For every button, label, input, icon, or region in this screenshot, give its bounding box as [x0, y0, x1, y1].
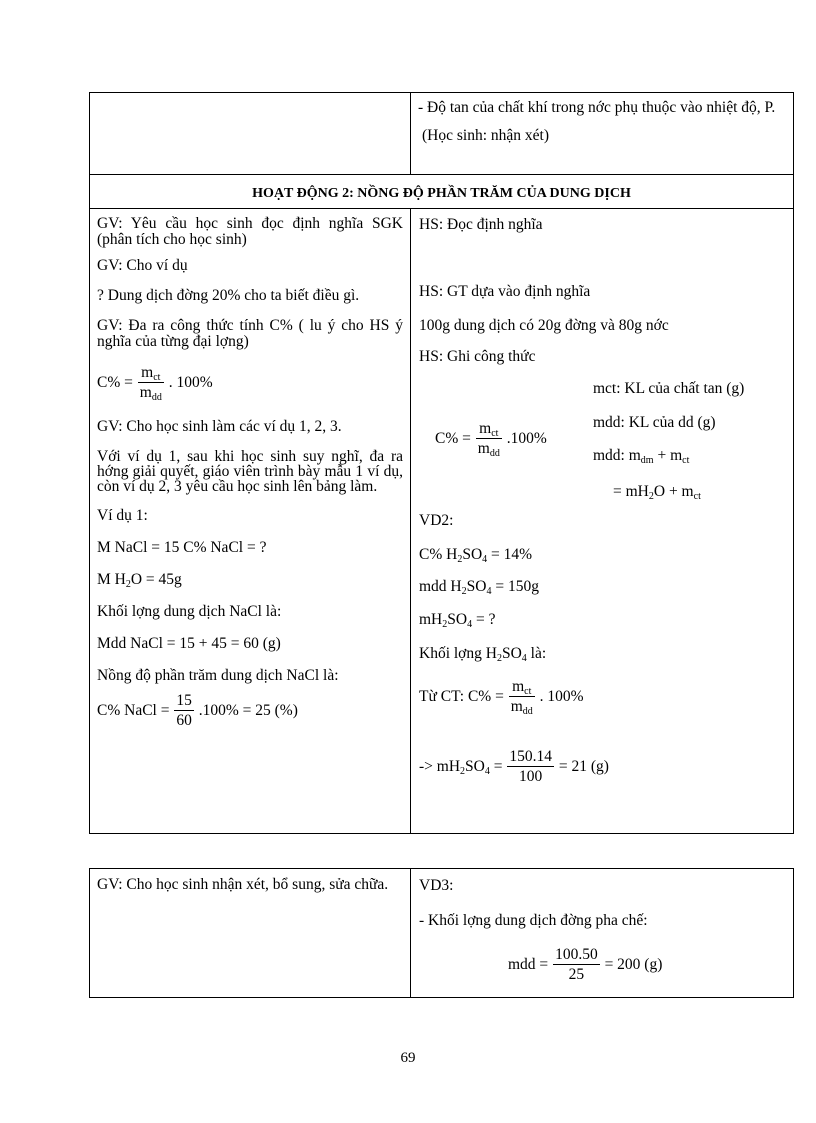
student-example-meaning: 100g dung dịch có 20g đờng và 80g nớc — [419, 317, 669, 334]
student-comment-note: (Học sinh: nhận xét) — [422, 127, 549, 144]
table-1-row-separator — [89, 174, 794, 175]
example-1-given-nacl: M NaCl = 15 C% NaCl = ? — [97, 539, 267, 556]
percent-formula-right: C% = $\frac{m_{ct}}{m_{dd}}$ .100% — [435, 420, 547, 459]
formula-fraction-right: $\frac{m_{ct}}{m_{dd}}$ — [477, 420, 500, 459]
table-1-top-divider — [410, 92, 411, 174]
example-2-result: -> $mH_2SO_4$ = $\frac{150.14}{100}$ = 21 (g) — [419, 748, 609, 785]
mdd-definition: mdd: KL của dd (g) — [593, 414, 716, 431]
example-2-solution-mass: mdd $H_2SO_4 = 150g$ — [419, 578, 539, 597]
example-1-given-water: M $H_2O = 45g$ — [97, 571, 182, 590]
example-3-fraction: $\frac{100.50}{25}$ — [555, 946, 598, 983]
teacher-question: ? Dung dịch đờng 20% cho ta biết điều gì. — [97, 287, 360, 304]
teacher-column — [97, 216, 403, 729]
example-2-result-fraction: $\frac{150.14}{100}$ — [509, 748, 552, 785]
teacher-instruction-5: Với ví dụ 1, sau khi học sinh suy nghĩ, đa ra hớng giải quyết, giáo viên trình bày mẫu 1 ví dụ, còn ví dụ 2, 3 yêu cầu học sinh lên bảng làm. — [97, 448, 403, 495]
mdd-equivalence: = $mH_2O + m_{ct}$ — [613, 483, 701, 502]
teacher-instruction-2: GV: Cho ví dụ — [97, 257, 188, 274]
example-1-result: C% NaCl = $\frac{15}{60}$ .100% = 25 (%) — [97, 692, 298, 729]
table-2-column-divider — [410, 868, 411, 998]
example-3-title: VD3: — [419, 877, 454, 894]
teacher-instruction-3: GV: Đa ra công thức tính C% ( lu ý cho HS ý nghĩa của từng đại lợng) — [97, 317, 403, 350]
formula-fraction: $\frac{m_{ct}}{m_{dd}}$ — [139, 364, 162, 403]
section-heading: HOẠT ĐỘNG 2: NỒNG ĐỘ PHẦN TRĂM CỦA DUNG DỊCH — [252, 186, 631, 201]
example-1-mass-label: Khối lợng dung dịch NaCl là: — [97, 603, 282, 620]
page-number: 69 — [400, 1050, 416, 1066]
example-2-formula-fraction: $\frac{m_{ct}}{m_{dd}}$ — [510, 678, 533, 717]
example-3-result: mdd = $\frac{100.50}{25}$ = 200 (g) — [508, 946, 663, 983]
row1-right-cell — [418, 100, 788, 154]
example-1-mass-value: Mdd NaCl = 15 + 45 = 60 (g) — [97, 635, 281, 652]
gas-solubility-note: - Độ tan của chất khí trong nớc phụ thuộc vào nhiệt độ, P. — [418, 99, 776, 116]
teacher-instruction-4: GV: Cho học sinh làm các ví dụ 1, 2, 3. — [97, 418, 342, 435]
example-2-unknown: $mH_2SO_4$ = ? — [419, 611, 496, 630]
example-1-title: Ví dụ 1: — [97, 507, 148, 524]
heading-separator — [89, 208, 794, 209]
example-2-formula: Từ CT: C% = $\frac{m_{ct}}{m_{dd}}$ . 100% — [419, 678, 584, 717]
table-1-column-divider — [410, 208, 411, 834]
example-3-mass-label: - Khối lợng dung dịch đờng pha chế: — [419, 912, 648, 929]
example-2-mass-label: Khối lợng $H_2SO_4$ là: — [419, 645, 547, 664]
percent-formula-left: C% = $\frac{m_{ct}}{m_{dd}}$ . 100% — [97, 364, 213, 403]
mdd-composition: mdd: $m_{dm} + m_{ct}$ — [593, 447, 690, 466]
example-1-percent-label: Nồng độ phần trăm dung dịch NaCl là: — [97, 667, 339, 684]
student-explains: HS: GT dựa vào định nghĩa — [419, 283, 591, 300]
example-1-fraction: $\frac{15}{60}$ — [176, 692, 192, 729]
example-2-title: VD2: — [419, 512, 454, 529]
table-2-left-cell — [97, 877, 403, 903]
teacher-instruction-1: GV: Yêu cầu học sinh đọc định nghĩa SGK (phân tích cho học sinh) — [97, 215, 403, 248]
teacher-review-instruction: GV: Cho học sinh nhận xét, bổ sung, sửa chữa. — [97, 876, 389, 893]
student-reads-definition: HS: Đọc định nghĩa — [419, 216, 543, 233]
example-2-concentration: C% $H_2SO_4 = 14\%$ — [419, 546, 533, 565]
mct-definition: mct: KL của chất tan (g) — [593, 380, 745, 397]
student-writes-formula: HS: Ghi công thức — [419, 348, 536, 365]
